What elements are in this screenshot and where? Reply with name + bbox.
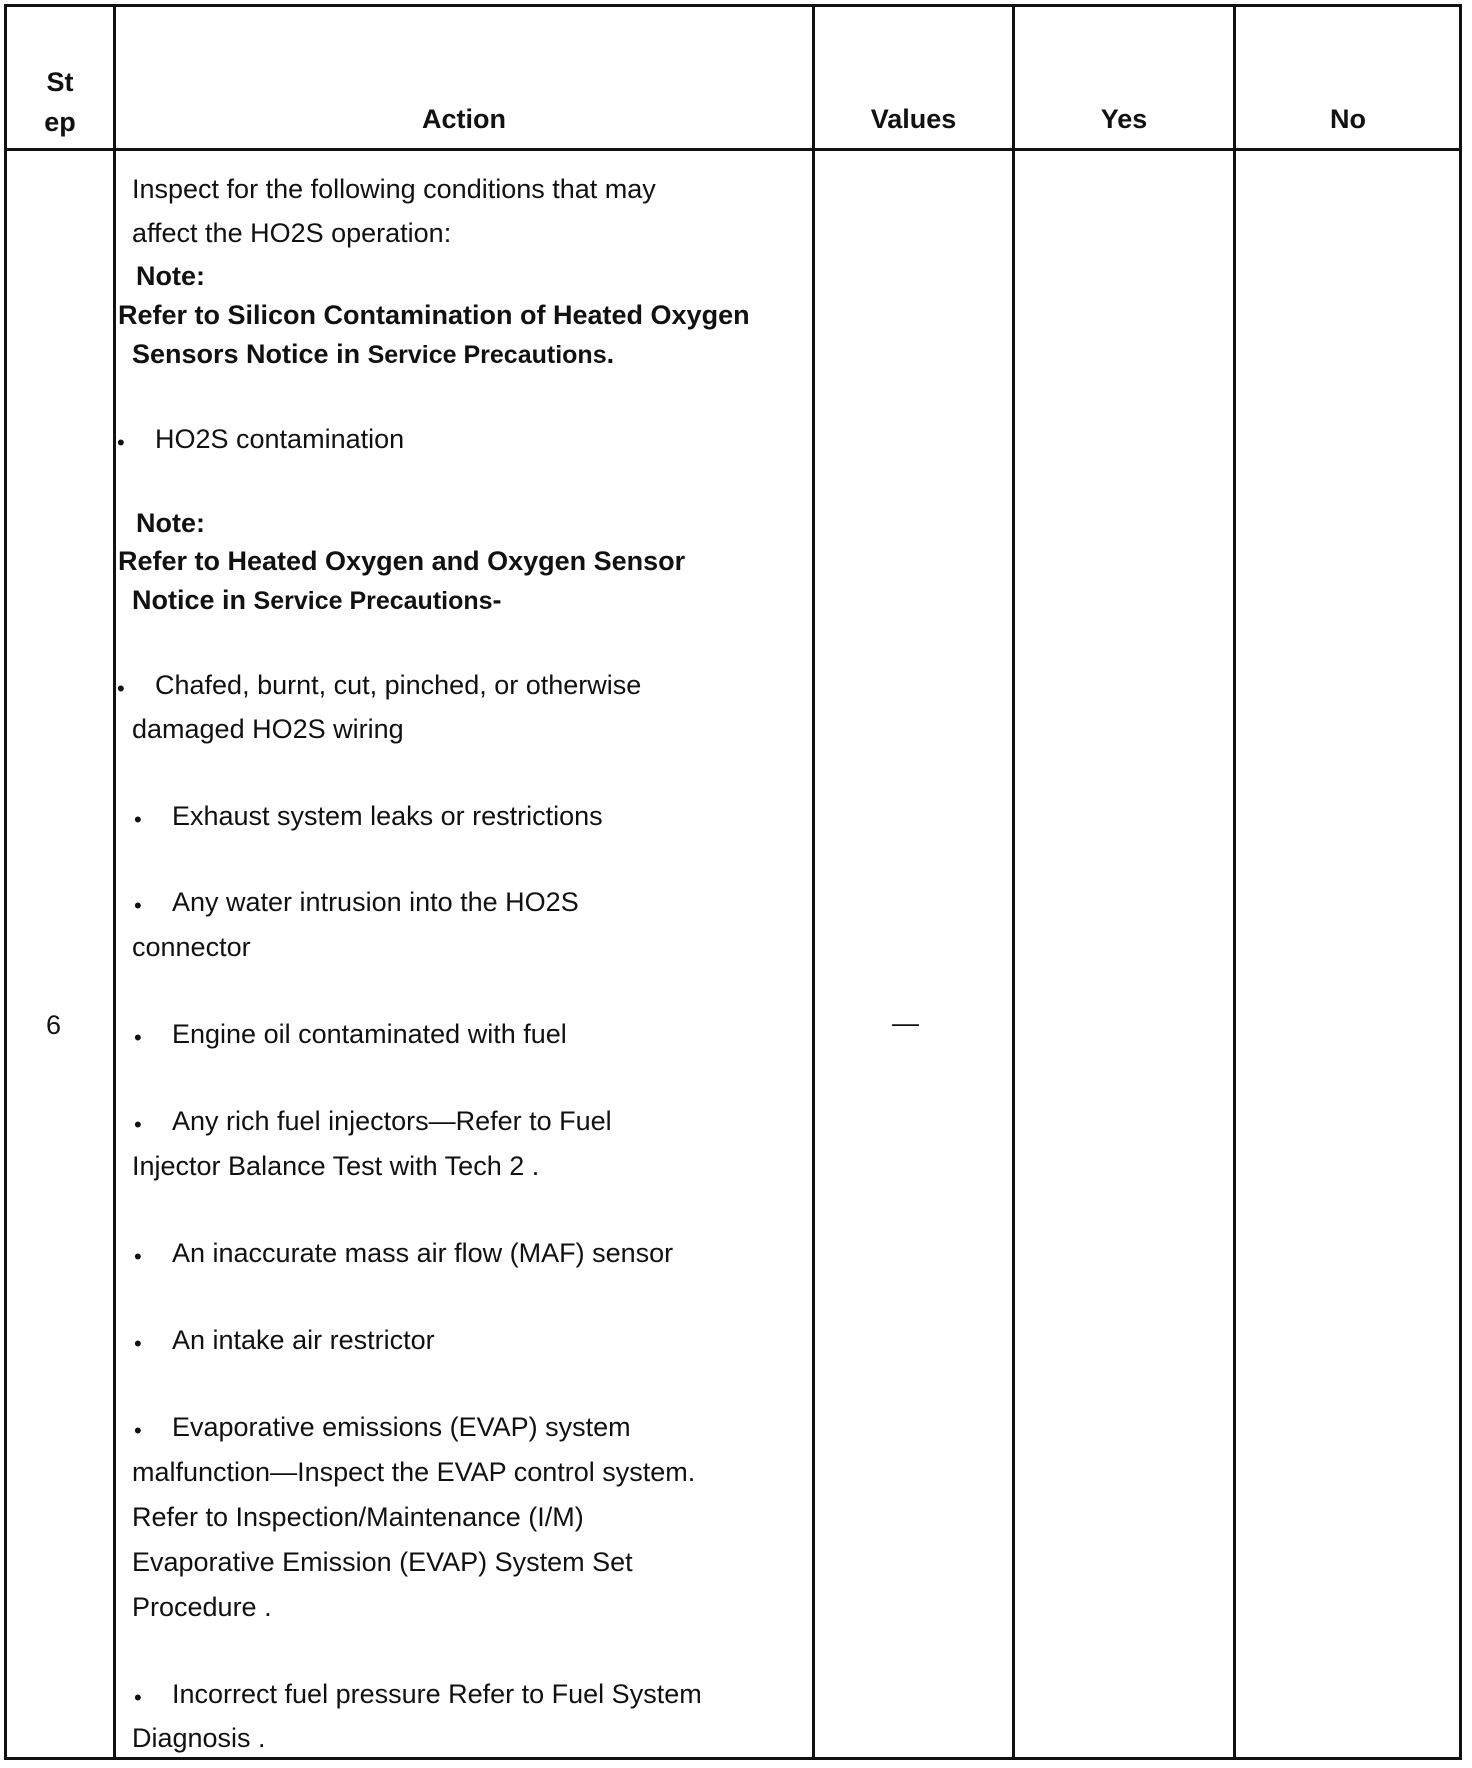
header-step [7, 62, 113, 142]
item-contamination: HO2S contamination [155, 424, 405, 454]
bullet-icon: • [134, 807, 142, 832]
note1-line1: Refer to Silicon Contamination of Heated Oxygen [118, 300, 750, 330]
intro-line1: Inspect for the following conditions that may [132, 174, 656, 204]
item-oil: Engine oil contaminated with fuel [172, 1019, 567, 1049]
bullet-icon: • [134, 1244, 142, 1269]
note2-line1: Refer to Heated Oxygen and Oxygen Sensor [118, 546, 686, 576]
note2-line2 [132, 585, 502, 616]
note1-line2 [132, 339, 614, 370]
item-injectors-line2: Injector Balance Test with Tech 2 . [132, 1151, 540, 1181]
note1-label: Note: [136, 261, 205, 291]
bullet-icon: • [117, 676, 125, 701]
note2-end: - [492, 585, 502, 615]
bullet-icon: • [117, 430, 125, 455]
table-frame [4, 4, 1462, 1760]
note2-line2-text: Notice in [132, 585, 247, 615]
note1-line2-text: Sensors Notice in [132, 339, 361, 369]
item-injectors-line1: Any rich fuel injectors—Refer to Fuel [172, 1106, 612, 1136]
bullet-icon: • [134, 1112, 142, 1137]
item-evap-line3: Refer to Inspection/Maintenance (I/M) [132, 1502, 584, 1532]
column-divider-step [113, 4, 116, 1760]
note1-end: . [606, 339, 615, 369]
header-divider [4, 148, 1462, 151]
item-exhaust: Exhaust system leaks or restrictions [172, 801, 603, 831]
note2-label: Note: [136, 508, 205, 538]
item-fuel-line1: Incorrect fuel pressure Refer to Fuel System [172, 1679, 702, 1709]
bullet-icon: • [134, 1685, 142, 1710]
item-maf: An inaccurate mass air flow (MAF) sensor [172, 1238, 674, 1268]
item-fuel-line2: Diagnosis . [132, 1723, 266, 1753]
column-divider-action [812, 4, 815, 1760]
item-evap-line5: Procedure . [132, 1592, 272, 1622]
item-evap-line1: Evaporative emissions (EVAP) system [172, 1412, 631, 1442]
header-action: Action [422, 104, 506, 134]
column-divider-yes [1233, 4, 1236, 1760]
bullet-icon: • [134, 893, 142, 918]
item-evap-line2: malfunction—Inspect the EVAP control system. [132, 1457, 696, 1487]
note1-link[interactable]: Service Precautions [367, 341, 607, 369]
column-divider-values [1012, 4, 1015, 1760]
header-step-line1: St [46, 67, 74, 97]
header-values: Values [870, 104, 957, 134]
step-number: 6 [46, 1010, 62, 1040]
values-cell: — [892, 1008, 919, 1038]
header-step-line2: ep [44, 107, 76, 137]
item-water-line1: Any water intrusion into the HO2S [172, 887, 579, 917]
item-intake: An intake air restrictor [172, 1325, 435, 1355]
intro-line2: affect the HO2S operation: [132, 218, 452, 248]
bullet-icon: • [134, 1025, 142, 1050]
bullet-icon: • [134, 1418, 142, 1443]
header-yes: Yes [1100, 104, 1148, 134]
item-water-line2: connector [132, 932, 251, 962]
item-evap-line4: Evaporative Emission (EVAP) System Set [132, 1547, 633, 1577]
header-no: No [1330, 104, 1366, 134]
bullet-icon: • [134, 1331, 142, 1356]
item-wiring-line1: Chafed, burnt, cut, pinched, or otherwise [155, 670, 642, 700]
item-wiring-line2: damaged HO2S wiring [132, 714, 404, 744]
note2-link[interactable]: Service Precautions [253, 587, 493, 615]
